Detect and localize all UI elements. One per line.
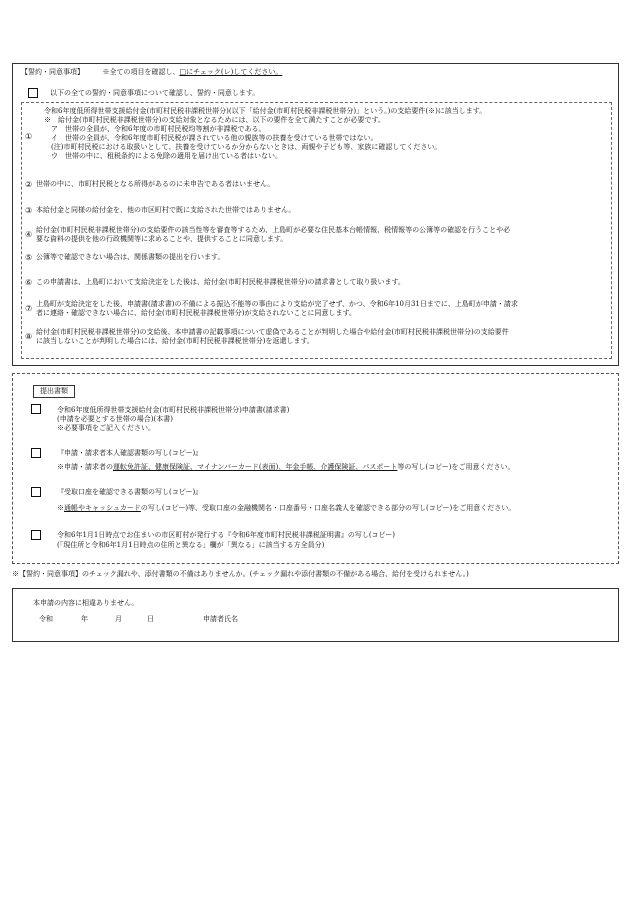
pledge-item-text: この申請書は、上島町において支給決定をした後は、給付金(市町村民税非課税世帯分)の請求書として取り扱います。 bbox=[36, 278, 405, 286]
document-item-2-line2-pre: ※申請・請求者の bbox=[57, 463, 113, 471]
pledge-item-text: 公簿等で確認できない場合は、関係書類の提出を行います。 bbox=[36, 253, 225, 261]
pledge-item-text: 上島町が支給決定をした後、申請書(請求書)の不備による振込不能等の事由により支給が完了せず、かつ、令和6年10月31日までに、上島町が申請・請求 bbox=[36, 300, 518, 308]
signature-section bbox=[12, 588, 619, 642]
pledge-item-text: ウ 世帯の中に、租税条約による免除の適用を届け出ている者はいない。 bbox=[44, 152, 282, 160]
pledge-item-number: ③ bbox=[25, 206, 33, 215]
document-item-2-line1: 『申請・請求者本人確認書類の写し(コピー)』 bbox=[57, 449, 203, 457]
pledge-item-number: ④ bbox=[25, 230, 33, 239]
document-item-4-line2: (「現住所と令和6年1月1日時点の住所と異なる」欄が「異なる」に該当する方全員分) bbox=[57, 541, 325, 549]
pledge-item-text: 令和6年度低所得世帯支援給付金(市町村民税非課税世帯分)(以下「給付金(市町村民税非課税世帯分)」という。)の支給要件(※)に該当します。 bbox=[44, 107, 487, 115]
document-item-3-line1: 『受取口座を確認できる書類の写し(コピー)』 bbox=[57, 488, 203, 496]
document-item-2-line2-post: 等の写し(コピー)をご用意ください。 bbox=[397, 463, 515, 471]
check-note: ※【誓約・同意事項】のチェック漏れや、添付書類の不備はありませんか。(チェック漏れや添付書類の不備がある場合、給付を受けられません。) bbox=[12, 570, 469, 578]
document-checkbox-bank-account[interactable] bbox=[31, 487, 41, 497]
document-item-2-line2-underlined: 運転免許証、健康保険証、マイナンバーカード(表面)、年金手帳、介護保険証、パスポート bbox=[113, 463, 398, 471]
documents-header: 提出書類 bbox=[33, 385, 75, 398]
pledge-item-text: 給付金(市町村民税非課税世帯分)の支給要件の該当性等を審査等するため、上島町が必要な住民基本台帳情報、税情報等の公簿等の確認を行うことや必 bbox=[36, 226, 511, 234]
pledge-items-box bbox=[21, 102, 612, 359]
document-item-3-line2 bbox=[57, 504, 515, 513]
signature-statement: 本申請の内容に相違ありません。 bbox=[33, 599, 139, 607]
pledge-item-text: ※ 給付金(市町村民税非課税世帯分)の支給対象となるためには、以下の要件を全て満たすことが必要です。 bbox=[44, 116, 385, 124]
documents-section bbox=[12, 373, 619, 564]
pledge-item-text: (注)市町村民税における取扱いとして、扶養を受けているか分からないときは、両親や子ども等、家族に確認してください。 bbox=[44, 143, 442, 151]
document-checkbox-application[interactable] bbox=[31, 404, 41, 414]
pledge-header-label: 【誓約・同意事項】 bbox=[21, 68, 84, 76]
signature-year-label: 年 bbox=[81, 615, 88, 623]
document-item-4-line1: 令和6年1月1日時点でお住まいの市区町村が発行する『令和6年度市町村民税非課税証明書』の写し(コピー) bbox=[57, 531, 395, 539]
pledge-section bbox=[12, 63, 619, 366]
document-item-3-line2-post: の写し(コピー)等、受取口座の金融機関名・口座番号・口座名義人を確認できる部分の写し(コピー)をご用意ください。 bbox=[140, 504, 516, 512]
pledge-item-text: イ 世帯の全員が、令和6年度市町村民税が課されている他の親族等の扶養を受けている世帯ではない。 bbox=[44, 134, 378, 142]
signature-day-label: 日 bbox=[147, 615, 154, 623]
pledge-confirm-label: 以下の全ての誓約・同意事項について確認し、誓約・同意します。 bbox=[50, 89, 260, 97]
pledge-item-text: 世帯の中に、市町村民税となる所得があるのに未申告である者はいません。 bbox=[36, 180, 275, 188]
pledge-item-number: ① bbox=[25, 132, 33, 141]
document-item-3-line2-pre: ※ bbox=[57, 504, 64, 512]
pledge-item-number: ⑦ bbox=[25, 304, 33, 313]
document-item-2-line2 bbox=[57, 463, 515, 472]
pledge-item-number: ⑧ bbox=[25, 332, 33, 341]
pledge-item-text: 本給付金と同様の給付金を、他の市区町村で既に支給された世帯ではありません。 bbox=[36, 206, 296, 214]
document-item-1-line1: 令和6年度低所得世帯支援給付金(市町村民税非課税世帯分)申請書(請求書) bbox=[57, 406, 290, 414]
pledge-item-text: 要な資料の提供を他の行政機関等に求めることや、提供することに同意します。 bbox=[36, 235, 288, 243]
signature-applicant-label: 申請者氏名 bbox=[203, 615, 238, 623]
pledge-header-instruction-underlined: □にチェック(レ)してください。 bbox=[179, 68, 283, 76]
pledge-item-text: 給付金(市町村民税非課税世帯分)の支給後、本申請書の記載事項について虚偽であることが判明した場合や給付金(市町村民税非課税世帯分)の支給要件 bbox=[36, 328, 509, 336]
signature-month-label: 月 bbox=[115, 615, 122, 623]
document-checkbox-id[interactable] bbox=[31, 448, 41, 458]
document-item-1-line3: ※必要事項をご記入ください。 bbox=[57, 424, 155, 432]
pledge-item-number: ⑤ bbox=[25, 253, 33, 262]
signature-era: 令和 bbox=[39, 615, 53, 623]
document-item-1-line2: (申請を必要とする世帯の場合)(本書) bbox=[57, 415, 173, 423]
document-checkbox-tax-certificate[interactable] bbox=[31, 530, 41, 540]
document-item-3-line2-underlined: 通帳やキャッシュカード bbox=[64, 504, 141, 512]
pledge-item-text: ア 世帯の全員が、令和6年度の市町村民税均等割が非課税である。 bbox=[44, 125, 266, 133]
pledge-confirm-checkbox[interactable] bbox=[28, 88, 38, 98]
pledge-item-number: ② bbox=[25, 180, 33, 189]
pledge-item-number: ⑥ bbox=[25, 278, 33, 287]
pledge-item-text: に該当しないことが判明した場合には、給付金(市町村民税非課税世帯分)を返還します。 bbox=[36, 337, 314, 345]
pledge-header bbox=[21, 68, 282, 77]
pledge-item-text: 者に連絡・確認できない場合に、給付金(市町村民税非課税世帯分)が支給されないことに同意します。 bbox=[36, 309, 356, 317]
pledge-header-instruction: ※全ての項目を確認し、 bbox=[102, 68, 180, 76]
